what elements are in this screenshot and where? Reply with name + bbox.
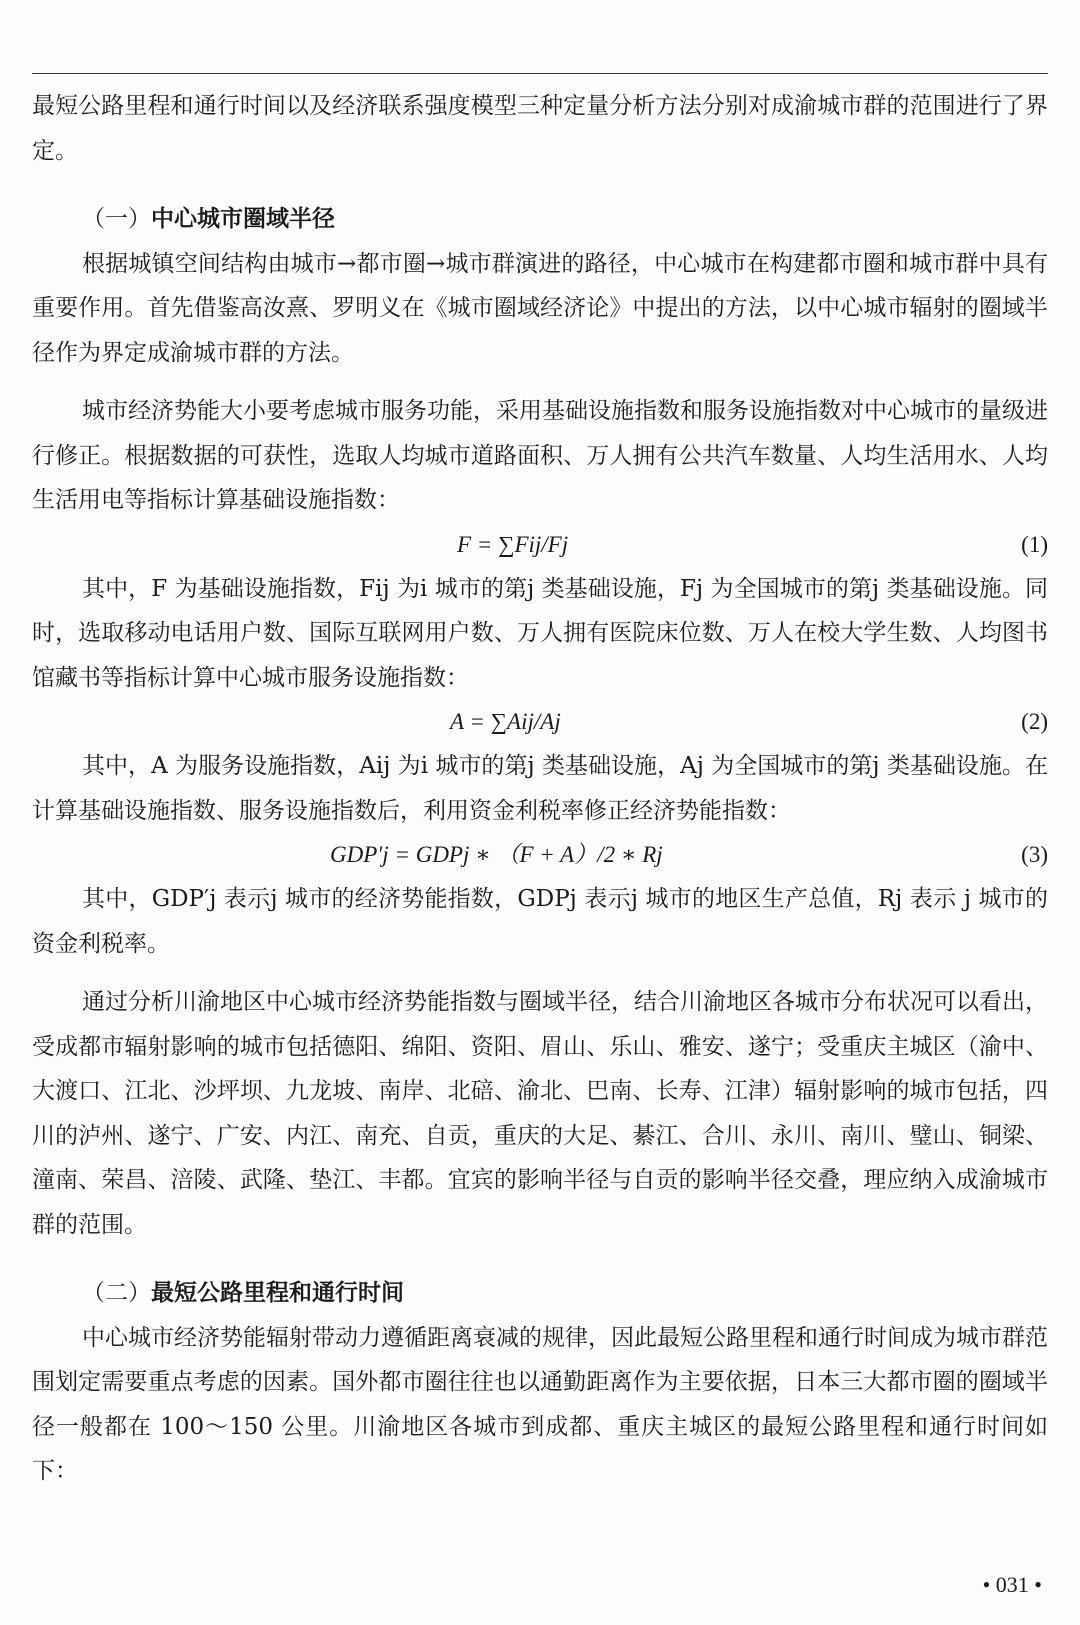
paragraph-intro-continuation: 最短公路里程和通行时间以及经济联系强度模型三种定量分析方法分别对成渝城市群的范围进行了界定。	[32, 93, 1048, 164]
section-title: 中心城市圈域半径	[151, 206, 335, 232]
formula-2	[32, 700, 1048, 744]
paragraph: 其中，GDP′j 表示j 城市的经济势能指数，GDPj 表示j 城市的地区生产总值，Rj 表示 j 城市的资金利税率。	[32, 886, 1048, 957]
paragraph: 通过分析川渝地区中心城市经济势能指数与圈域半径，结合川渝地区各城市分布状况可以看出，受成都市辐射影响的城市包括德阳、绵阳、资阳、眉山、乐山、雅安、遂宁；受重庆主城区（渝中、大渡口、江北、沙坪坝、九龙坡、南岸、北碚、渝北、巴南、长寿、江津）辐射影响的城市包括，四川的泸州、遂宁、广安、内江、南充、自贡，重庆的大足、綦江、合川、永川、南川、璧山、铜梁、潼南、荣昌、涪陵、武隆、垫江、丰都。宜宾的影响半径与自贡的影响半径交叠，理应纳入成渝城市群的范围。	[32, 989, 1048, 1238]
section-heading-2	[32, 1271, 1048, 1316]
section-number: （一）	[82, 206, 151, 232]
equation-number: (1)	[1021, 531, 1048, 557]
formula-3	[32, 833, 1048, 877]
section-title: 最短公路里程和通行时间	[151, 1280, 404, 1306]
page-body	[32, 84, 1048, 1494]
paragraph: 其中，F 为基础设施指数，Fij 为i 城市的第j 类基础设施，Fj 为全国城市的第j 类基础设施。同时，选取移动电话用户数、国际互联网用户数、万人拥有医院床位数、万人在校大学生数、人均图书馆藏书等指标计算中心城市服务设施指数：	[32, 575, 1048, 691]
formula-expression: A = ∑Aij/Aj	[450, 709, 561, 734]
formula-expression: GDP′j = GDPj ∗ （F + A）/2 ∗ Rj	[330, 842, 663, 867]
paragraph: 根据城镇空间结构由城市→都市圈→城市群演进的路径，中心城市在构建都市圈和城市群中具有重要作用。首先借鉴高汝熹、罗明义在《城市圈域经济论》中提出的方法，以中心城市辐射的圈域半径作为界定成渝城市群的方法。	[32, 250, 1048, 366]
equation-number: (2)	[1021, 709, 1048, 734]
equation-number: (3)	[1021, 842, 1048, 867]
paragraph: 其中，A 为服务设施指数，Aij 为i 城市的第j 类基础设施，Aj 为全国城市的第j 类基础设施。在计算基础设施指数、服务设施指数后，利用资金利税率修正经济势能指数：	[32, 753, 1048, 824]
formula-1	[32, 523, 1048, 567]
formula-expression: F = ∑Fij/Fj	[457, 531, 569, 557]
section-heading-1	[32, 197, 1048, 242]
paragraph: 中心城市经济势能辐射带动力遵循距离衰减的规律，因此最短公路里程和通行时间成为城市群范围划定需要重点考虑的因素。国外都市圈往往也以通勤距离作为主要依据，日本三大都市圈的圈域半径一般都在 100～150 公里。川渝地区各城市到成都、重庆主城区的最短公路里程和通行时间如下：	[32, 1324, 1048, 1484]
page-number: • 031 •	[982, 1572, 1042, 1597]
paragraph: 城市经济势能大小要考虑城市服务功能，采用基础设施指数和服务设施指数对中心城市的量级进行修正。根据数据的可获性，选取人均城市道路面积、万人拥有公共汽车数量、人均生活用水、人均生活用电等指标计算基础设施指数：	[32, 398, 1048, 513]
header-rule	[32, 73, 1048, 74]
section-number: （二）	[82, 1280, 151, 1306]
